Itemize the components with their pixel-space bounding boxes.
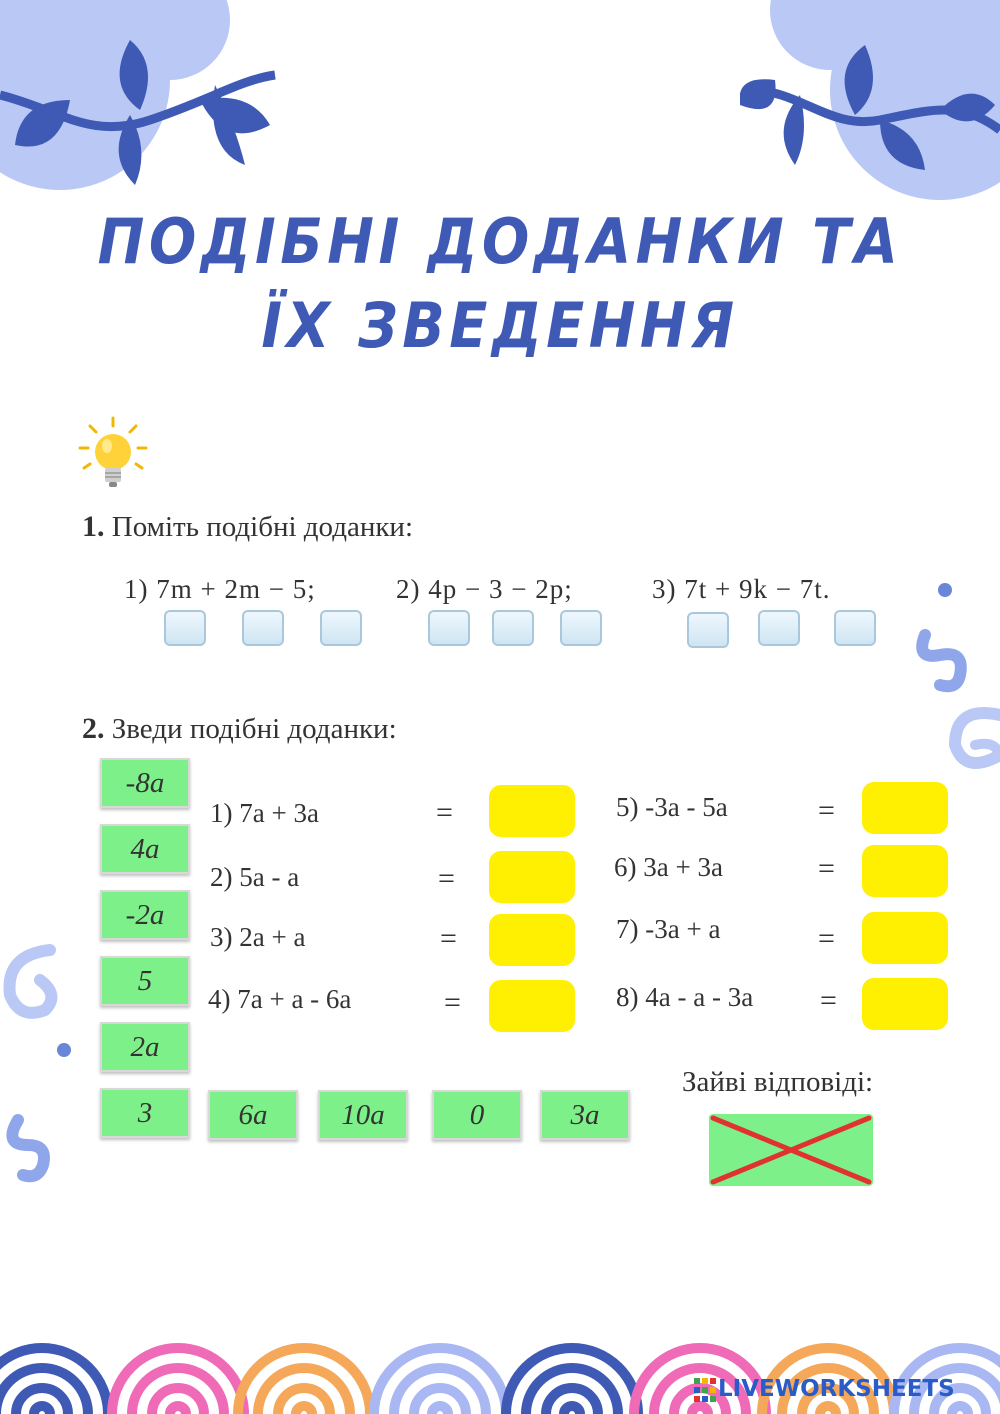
- answer-drop-box[interactable]: [862, 912, 948, 964]
- task1-expression-3: 3) 7t + 9k − 7t.: [652, 574, 831, 604]
- answer-drop-box[interactable]: [489, 980, 575, 1032]
- task1-drop-box[interactable]: [320, 610, 362, 646]
- answer-tile[interactable]: 4a: [100, 824, 190, 874]
- task2-expression: 5) -3a - 5a: [616, 792, 728, 822]
- equals-sign: =: [438, 862, 455, 895]
- task1-drop-box[interactable]: [164, 610, 206, 646]
- decor-squiggle-right: [905, 575, 1000, 785]
- task2-expression: 3) 2a + a: [210, 922, 306, 952]
- extra-answers-label: Зайві відповіді:: [682, 1066, 874, 1098]
- answer-drop-box[interactable]: [862, 978, 948, 1030]
- equals-sign: =: [436, 796, 453, 829]
- equals-sign: =: [440, 922, 457, 955]
- answer-drop-box[interactable]: [489, 851, 575, 903]
- decor-squiggle-left: [0, 940, 80, 1190]
- lightbulb-icon: [78, 416, 148, 496]
- task1-expression-1: 1) 7m + 2m − 5;: [124, 574, 316, 604]
- task2-title: Зведи подібні доданки:: [111, 713, 397, 745]
- equals-sign: =: [444, 986, 461, 1019]
- task2-expression: 8) 4a - a - 3a: [616, 982, 754, 1012]
- task1-drop-box[interactable]: [492, 610, 534, 646]
- answer-tile[interactable]: -2a: [100, 890, 190, 940]
- answer-drop-box[interactable]: [489, 785, 575, 837]
- task2-expression: 4) 7a + a - 6a: [208, 984, 352, 1014]
- task1-title: Поміть подібні доданки:: [111, 511, 414, 543]
- answer-drop-box[interactable]: [489, 914, 575, 966]
- task2-expression: 1) 7a + 3a: [210, 798, 319, 828]
- answer-tile[interactable]: 0: [432, 1090, 522, 1140]
- answer-tile[interactable]: 3: [100, 1088, 190, 1138]
- task1-heading: [82, 510, 413, 544]
- task2-expression: 2) 5a - a: [210, 862, 300, 892]
- cross-icon: [709, 1114, 873, 1186]
- answer-tile[interactable]: -8a: [100, 758, 190, 808]
- answer-tile[interactable]: 3a: [540, 1090, 630, 1140]
- page-title: [50, 200, 950, 368]
- answer-tile[interactable]: 6a: [208, 1090, 298, 1140]
- decor-top-left: [0, 0, 290, 210]
- answer-drop-box[interactable]: [862, 782, 948, 834]
- task1-drop-box[interactable]: [758, 610, 800, 646]
- liveworksheets-logo-icon: [694, 1378, 716, 1402]
- equals-sign: =: [818, 852, 835, 885]
- task2-heading: [82, 712, 397, 746]
- answer-tile[interactable]: 5: [100, 956, 190, 1006]
- task1-number: 1.: [82, 510, 105, 543]
- task2-expression: 6) 3a + 3a: [614, 852, 723, 882]
- answer-tile[interactable]: 10a: [318, 1090, 408, 1140]
- task1-drop-box[interactable]: [428, 610, 470, 646]
- answer-drop-box[interactable]: [862, 845, 948, 897]
- task2-number: 2.: [82, 712, 105, 745]
- task1-drop-box[interactable]: [834, 610, 876, 646]
- task1-drop-box[interactable]: [687, 612, 729, 648]
- decor-bottom-arches: [0, 1334, 1000, 1414]
- equals-sign: =: [818, 922, 835, 955]
- decor-top-right: [740, 0, 1000, 210]
- page-title-line2: ЇХ ЗВЕДЕННЯ: [261, 289, 739, 362]
- task1-drop-box[interactable]: [560, 610, 602, 646]
- equals-sign: =: [818, 794, 835, 827]
- equals-sign: =: [820, 984, 837, 1017]
- answer-tile[interactable]: 2a: [100, 1022, 190, 1072]
- extra-answers-drop-zone[interactable]: [709, 1114, 873, 1186]
- task1-expression-2: 2) 4p − 3 − 2p;: [396, 574, 573, 604]
- liveworksheets-brand[interactable]: LIVEWORKSHEETS: [718, 1376, 955, 1402]
- task2-expression: 7) -3a + a: [616, 914, 721, 944]
- page-title-line1: ПОДІБНІ ДОДАНКИ ТА: [97, 205, 903, 278]
- task1-drop-box[interactable]: [242, 610, 284, 646]
